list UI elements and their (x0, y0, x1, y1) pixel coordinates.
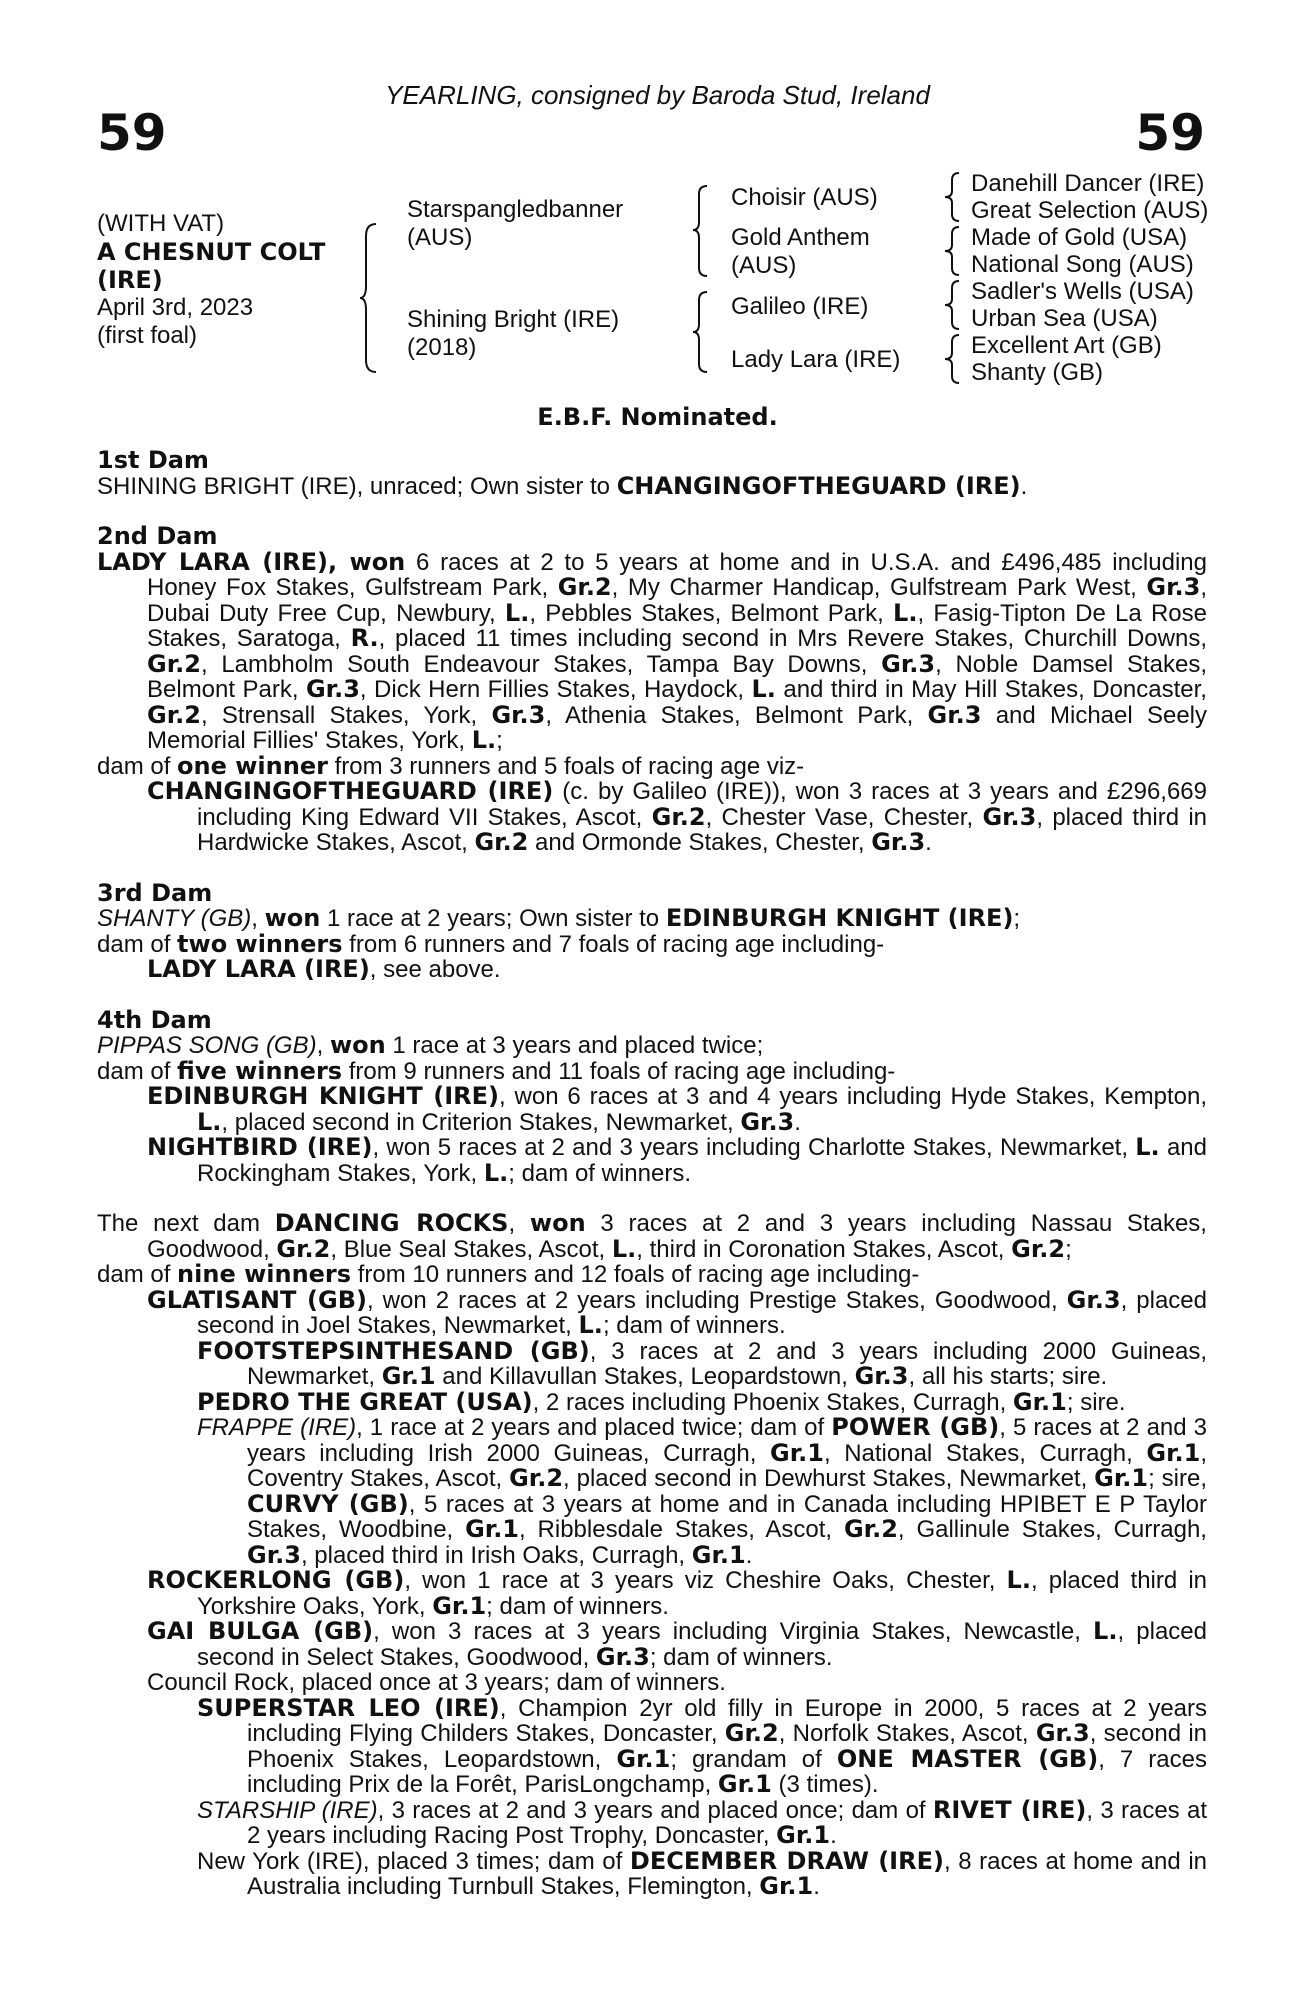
bold-text: Gr.2 (509, 1464, 564, 1492)
bold-text: Gr.1 (1146, 1438, 1201, 1467)
bold-text: L. (504, 598, 530, 627)
text-run: , Dick Hern Fillies Stakes, Haydock, (359, 676, 752, 703)
brace-choisir (945, 171, 961, 223)
bold-text: GAI BULGA (GB) (147, 1617, 374, 1645)
italic-text: SHANTY (GB) (97, 905, 252, 932)
text-run: ; dam of winners. (602, 1312, 786, 1339)
dam-sire: Galileo (IRE) (731, 293, 869, 320)
bold-text: won (329, 1031, 386, 1059)
third-dam-heading: 3rd Dam (97, 878, 213, 907)
bold-text: L. (1006, 1566, 1031, 1594)
text-run: , 3 races at 2 and 3 years including 2000 Guineas, Newmarket, (247, 1337, 1208, 1390)
next-dam-offspring-2 (97, 1568, 1207, 1619)
bold-text: Gr.3 (491, 700, 546, 729)
bold-text: DECEMBER DRAW (IRE) (629, 1846, 944, 1875)
text-run: , Chester Vase, Chester, (705, 803, 983, 831)
text-run: , won 1 race at 3 years viz Cheshire Oaks, Chester, (404, 1567, 1007, 1594)
bold-text: DANCING ROCKS (274, 1209, 509, 1237)
bold-text: Gr.1 (465, 1515, 520, 1543)
next-dam-offspring-3 (97, 1619, 1207, 1670)
text-run: , 3 races at 2 and 3 years and placed once; dam of (377, 1796, 933, 1824)
text-run: , won 6 races at 3 and 4 years including Hyde Stakes, Kempton, (498, 1083, 1207, 1110)
bold-text: Gr.3 (740, 1107, 795, 1136)
fourth-dam-heading: 4th Dam (97, 1005, 212, 1034)
bold-text: Gr.1 (691, 1540, 746, 1569)
bold-text: Gr.3 (247, 1540, 301, 1569)
text-run: , Blue Seal Stakes, Ascot, (330, 1235, 612, 1263)
page-header: YEARLING, consigned by Baroda Stud, Ireland (385, 80, 930, 110)
text-run: . (925, 829, 932, 856)
bold-text: Gr.3 (305, 675, 360, 703)
lot-number-right: 59 (1135, 104, 1205, 162)
third-dam-produce (97, 929, 1207, 958)
dam-dam: Lady Lara (IRE) (731, 346, 901, 373)
catalogue-content (97, 448, 1207, 1925)
bold-text: PEDRO THE GREAT (USA) (197, 1387, 533, 1416)
fourth-dam-offspring-1 (97, 1084, 1207, 1135)
first-dam-end: . (1020, 472, 1028, 500)
bold-text: Gr.3 (881, 649, 936, 678)
text-run: , won 2 races at 2 years including Prestige Stakes, Goodwood, (366, 1286, 1067, 1314)
text-run: dam of (97, 1261, 178, 1288)
bold-text: won (529, 1209, 586, 1237)
text-run: , placed 11 times including second in Mrs Revere Stakes, Churchill Downs, (378, 625, 1207, 652)
gen3-6: Urban Sea (USA) (971, 305, 1158, 332)
gen3-4: National Song (AUS) (971, 251, 1194, 278)
bold-text: Gr.3 (1066, 1285, 1121, 1314)
sire-country: (AUS) (407, 224, 473, 251)
text-run: ; grandam of (670, 1745, 837, 1773)
bold-text: L. (578, 1311, 603, 1339)
text-run: , 5 races at 3 years at home and in Canada including HPIBET E P Taylor Stakes, Woodbine, (247, 1490, 1207, 1543)
text-run: and third in May Hill Stakes, Doncaster, (775, 676, 1207, 703)
bold-text: Gr.1 (776, 1821, 831, 1849)
bold-text: Gr.3 (871, 828, 926, 856)
dam-year: (2018) (407, 334, 477, 361)
next-dam-offspring-4c (97, 1846, 1208, 1900)
bold-text: Gr.3 (595, 1642, 650, 1671)
bold-text: GLATISANT (GB) (147, 1285, 367, 1314)
text-run: , won 3 races at 3 years including Virginia Stakes, Newcastle, (373, 1618, 1094, 1645)
bold-text: POWER (GB) (831, 1413, 1000, 1441)
text-run: , placed third in Hardwicke Stakes, Ascot, (197, 803, 1208, 856)
gen3-7: Excellent Art (GB) (971, 332, 1162, 359)
bold-text: FOOTSTEPSINTHESAND (GB) (197, 1336, 590, 1365)
brace-sire-dam (360, 222, 380, 374)
bold-text: CURVY (GB) (247, 1489, 409, 1518)
text-run: , 3 races at 2 years including Racing Post Trophy, Doncaster, (247, 1796, 1207, 1849)
text-run: , third in Coronation Stakes, Ascot, (636, 1235, 1012, 1263)
bold-text: Gr.2 (147, 649, 201, 678)
text-run: ; sire. (1066, 1388, 1126, 1416)
text-run: , placed second in Select Stakes, Goodwood, (197, 1618, 1207, 1671)
text-run: , (251, 905, 265, 932)
text-run: ; sire, (1148, 1465, 1207, 1492)
gen3-2: Great Selection (AUS) (971, 197, 1209, 224)
text-run: , won 5 races at 2 and 3 years including Charlotte Stakes, Newmarket, (372, 1134, 1136, 1161)
text-run: Council Rock, placed once at 3 years; dam of winners. (147, 1669, 726, 1696)
bold-text: Gr.2 (651, 802, 706, 831)
text-run: , Gallinule Stakes, Curragh, (897, 1516, 1207, 1543)
dam-name: Shining Bright (IRE) (407, 306, 620, 333)
text-run: 1 race at 3 years and placed twice; (385, 1032, 764, 1059)
bold-text: L. (893, 598, 918, 627)
text-run: ; (1013, 905, 1021, 932)
second-dam-record (97, 547, 1208, 754)
second-dam-offspring-1 (97, 779, 1207, 856)
bold-text: Gr.1 (759, 1872, 814, 1900)
text-run: The next dam (97, 1210, 275, 1237)
ebf-nomination: E.B.F. Nominated. (537, 403, 778, 431)
text-run: ; dam of winners. (486, 1592, 669, 1620)
next-dam-record (97, 1211, 1207, 1262)
bold-text: EDINBURGH KNIGHT (IRE) (147, 1082, 499, 1110)
sire-dam-name: Gold Anthem (731, 224, 870, 251)
bold-text: Gr.3 (982, 802, 1037, 831)
bold-text: Gr.1 (770, 1438, 824, 1467)
gen3-1: Danehill Dancer (IRE) (971, 170, 1205, 197)
bold-text: Gr.1 (717, 1770, 772, 1798)
text-run: dam of (97, 1057, 178, 1085)
text-run: New York (IRE), placed 3 times; dam of (197, 1847, 630, 1875)
bold-text: ROCKERLONG (GB) (147, 1566, 405, 1594)
next-dam-offspring-4a (97, 1693, 1208, 1798)
text-run: 6 races at 2 to 5 years at home and in U.S.A. and £496,485 including Honey Fox Stakes, Gulfstream Park, (147, 548, 1207, 601)
bold-text: Gr.1 (1094, 1464, 1149, 1492)
sire-sire: Choisir (AUS) (731, 184, 878, 211)
bold-text: L. (611, 1234, 637, 1263)
first-dam-intro: SHINING BRIGHT (IRE), unraced; Own sister to (97, 472, 617, 500)
bold-text: SUPERSTAR LEO (IRE) (197, 1693, 500, 1722)
first-dam-heading: 1st Dam (97, 446, 209, 474)
second-dam-heading: 2nd Dam (97, 522, 218, 550)
text-run: (3 times). (771, 1771, 879, 1798)
text-run: , Norfolk Stakes, Ascot, (778, 1720, 1036, 1747)
text-run: , Fasig-Tipton De La Rose Stakes, Saratoga, (147, 599, 1208, 652)
second-dam-produce (97, 751, 1207, 780)
text-run: , Ribblesdale Stakes, Ascot, (519, 1516, 844, 1543)
text-run: , see above. (369, 956, 501, 983)
sire-dam (731, 224, 870, 280)
bold-text: Gr.1 (616, 1744, 671, 1773)
text-run: . (813, 1873, 820, 1900)
text-run: , placed second in Criterion Stakes, Newmarket, (221, 1108, 741, 1136)
foaling-date: April 3rd, 2023 (97, 294, 254, 321)
fourth-dam-section (97, 1005, 1207, 1187)
next-dam-produce (97, 1262, 1207, 1288)
next-dam-offspring-1a (97, 1336, 1208, 1390)
text-run: , Noble Damsel Stakes, Belmont Park, (147, 650, 1207, 703)
text-run: . (830, 1822, 837, 1849)
bold-text: L. (1135, 1133, 1160, 1161)
fourth-dam-offspring-2 (97, 1135, 1207, 1186)
text-run: , (508, 1210, 530, 1237)
text-run: , 1 race at 2 years and placed twice; dam of (356, 1414, 832, 1441)
sire-dam-country: (AUS) (731, 252, 797, 279)
bold-text: Gr.2 (557, 573, 612, 601)
text-run: , all his starts; sire. (908, 1363, 1108, 1390)
bold-text: Gr.2 (276, 1234, 331, 1263)
text-run: and Rockingham Stakes, York, (197, 1134, 1207, 1187)
brace-lady-lara (945, 333, 961, 385)
bold-text: Gr.2 (147, 700, 201, 729)
bold-text: Gr.2 (1011, 1234, 1066, 1263)
text-run: and Michael Seely Memorial Fillies' Stakes, York, (147, 701, 1208, 754)
bold-text: Gr.3 (927, 700, 982, 729)
text-run: , National Stakes, Curragh, (823, 1439, 1147, 1467)
text-run: from 9 runners and 11 foals of racing age including- (342, 1057, 896, 1085)
lot-number-left: 59 (97, 104, 167, 162)
sire-name: Starspangledbanner (407, 196, 624, 223)
text-run: , 8 races at home and in Australia including Turnbull Stakes, Flemington, (247, 1847, 1208, 1900)
text-run: from 6 runners and 7 foals of racing age including- (342, 930, 885, 958)
bold-text: EDINBURGH KNIGHT (IRE) (665, 904, 1014, 932)
text-run: , placed third in Irish Oaks, Curragh, (300, 1541, 692, 1569)
brace-sire-parents (693, 184, 709, 278)
text-run: from 3 runners and 5 foals of racing age viz- (327, 752, 805, 780)
text-run: , placed second in Dewhurst Stakes, Newmarket, (563, 1465, 1095, 1492)
bold-text: L. (483, 1158, 509, 1187)
bold-text: ONE MASTER (GB) (836, 1744, 1099, 1773)
first-dam-section (97, 448, 1207, 499)
sire (407, 196, 623, 252)
third-dam-section (97, 878, 1207, 983)
text-run: ; dam of winners. (649, 1643, 833, 1671)
brace-galileo (945, 279, 961, 331)
foal-note: (first foal) (97, 322, 198, 349)
second-dam-section (97, 524, 1207, 856)
italic-text: STARSHIP (IRE) (197, 1796, 378, 1824)
next-dam-section (97, 1211, 1207, 1900)
bold-text: Gr.1 (1012, 1387, 1067, 1416)
text-run: , placed second in Joel Stakes, Newmarket, (197, 1286, 1207, 1339)
horse-info (97, 210, 325, 350)
brace-gold-anthem (945, 225, 961, 277)
bold-text: nine winners (177, 1260, 352, 1288)
text-run: , My Charmer Handicap, Gulfstream Park West, (611, 574, 1147, 601)
bold-text: Gr.3 (854, 1362, 909, 1390)
bold-text: Gr.1 (432, 1591, 487, 1620)
bold-text: Gr.3 (1035, 1719, 1090, 1747)
text-run: . (794, 1108, 801, 1136)
gen3-8: Shanty (GB) (971, 359, 1104, 386)
text-run: 1 race at 2 years; Own sister to (320, 905, 666, 932)
bold-text: LADY LARA (IRE) (147, 955, 370, 983)
text-run: , second in Phoenix Stakes, Leopardstown, (247, 1720, 1208, 1773)
italic-text: PIPPAS SONG (GB) (97, 1032, 317, 1059)
gen3-5: Sadler's Wells (USA) (971, 278, 1194, 305)
text-run: from 10 runners and 12 foals of racing age including- (351, 1261, 920, 1288)
bold-text: Gr.2 (474, 828, 529, 856)
bold-text: RIVET (IRE) (932, 1795, 1087, 1824)
text-run: dam of (97, 752, 178, 780)
first-dam-sibling: CHANGINGOFTHEGUARD (IRE) (616, 471, 1021, 500)
bold-text: Gr.1 (381, 1362, 436, 1390)
text-run: , Strensall Stakes, York, (200, 701, 492, 729)
bold-text: CHANGINGOFTHEGUARD (IRE) (147, 777, 554, 805)
bold-text: Gr.3 (1146, 573, 1201, 601)
next-dam-offspring-4 (97, 1670, 1207, 1696)
text-run: 3 races at 2 and 3 years including Nassau Stakes, Goodwood, (147, 1210, 1207, 1263)
text-run: , 5 races at 2 and 3 years including Irish 2000 Guineas, Curragh, (247, 1414, 1208, 1467)
bold-text: NIGHTBIRD (IRE) (147, 1133, 373, 1161)
text-run: , placed third in Yorkshire Oaks, York, (197, 1567, 1207, 1620)
text-run: ; (1065, 1235, 1072, 1263)
italic-text: FRAPPE (IRE) (197, 1414, 357, 1441)
brace-dam-parents (693, 290, 709, 374)
horse-name-suffix: (IRE) (97, 266, 163, 294)
bold-text: L. (1093, 1617, 1118, 1645)
bold-text: Gr.2 (724, 1719, 779, 1747)
first-dam-text (97, 471, 1207, 500)
text-run: , (316, 1032, 330, 1059)
bold-text: LADY LARA (IRE), won (97, 547, 406, 576)
text-run: , 2 races including Phoenix Stakes, Curragh, (532, 1388, 1013, 1416)
bold-text: R. (350, 624, 379, 652)
gen3-3: Made of Gold (USA) (971, 224, 1188, 251)
text-run: ; (496, 727, 503, 754)
text-run: , Champion 2yr old filly in Europe in 2000, 5 races at 2 years including Flying Childers Stakes, Doncaster, (247, 1694, 1208, 1747)
next-dam-offspring-4b (97, 1795, 1207, 1849)
third-dam-offspring-1 (97, 957, 1207, 983)
text-run: ; dam of winners. (508, 1159, 691, 1187)
horse-name: A CHESNUT COLT (97, 238, 326, 266)
text-run: , 7 races including Prix de la Forêt, ParisLongchamp, (247, 1745, 1207, 1798)
text-run: and Killavullan Stakes, Leopardstown, (435, 1363, 855, 1390)
fourth-dam-produce (97, 1056, 1207, 1085)
text-run: . (745, 1541, 753, 1569)
bold-text: Gr.2 (843, 1515, 898, 1543)
bold-text: two winners (177, 929, 343, 958)
vat-note: (WITH VAT) (97, 210, 225, 237)
bold-text: L. (751, 675, 776, 703)
text-run: , Coventry Stakes, Ascot, (247, 1439, 1208, 1492)
text-run: , Lambholm South Endeavour Stakes, Tampa Bay Downs, (200, 650, 882, 678)
bold-text: L. (197, 1107, 222, 1136)
next-dam-offspring-1c (97, 1415, 1207, 1568)
text-run: , Athenia Stakes, Belmont Park, (545, 701, 928, 729)
text-run: , Pebbles Stakes, Belmont Park, (529, 599, 894, 627)
bold-text: one winner (177, 751, 328, 780)
bold-text: five winners (177, 1056, 343, 1085)
text-run: dam of (97, 930, 178, 958)
next-dam-offspring-1b (97, 1387, 1207, 1416)
bold-text: won (264, 904, 321, 932)
next-dam-offspring-1 (97, 1285, 1207, 1339)
text-run: , Dubai Duty Free Cup, Newbury, (147, 574, 1208, 627)
bold-text: L. (471, 726, 497, 754)
third-dam-record (97, 906, 1207, 932)
fourth-dam-record (97, 1033, 1207, 1059)
text-run: and Ormonde Stakes, Chester, (528, 829, 872, 856)
dam (407, 306, 619, 362)
text-run: (c. by Galileo (IRE)), won 3 races at 3 years and £296,669 including King Edward VII Stakes, Ascot, (197, 778, 1208, 831)
